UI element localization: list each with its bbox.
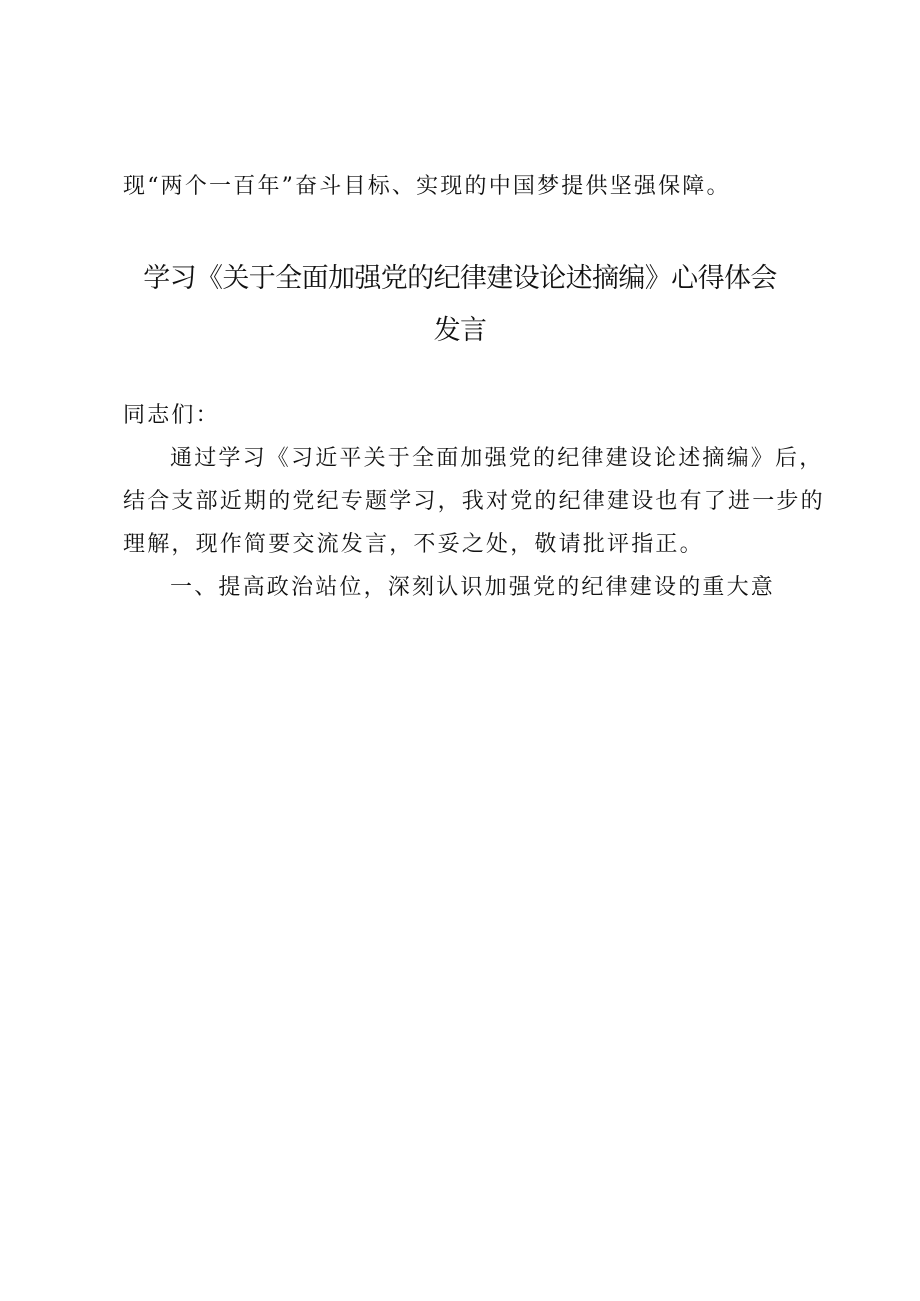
document-title-line-2: 发言 (433, 315, 487, 346)
paragraph-line-3: 理解，现作简要交流发言，不妥之处，敬请批评指正。 (123, 532, 704, 557)
paragraph-line-1: 通过学习《习近平关于全面加强党的纪律建设论述摘编》后， (170, 446, 824, 471)
salutation: 同志们： (123, 403, 220, 428)
previous-section-tail-text: 现“两个一百年”奋斗目标、实现的中国梦提供坚强保障。 (123, 174, 731, 199)
paragraph-line-2: 结合支部近期的党纪专题学习，我对党的纪律建设也有了进一步的 (123, 489, 825, 514)
section-heading-1: 一、提高政治站位，深刻认识加强党的纪律建设的重大意 (170, 575, 776, 600)
document-title-line-1: 学习《关于全面加强党的纪律建设论述摘编》心得体会 (143, 263, 777, 294)
